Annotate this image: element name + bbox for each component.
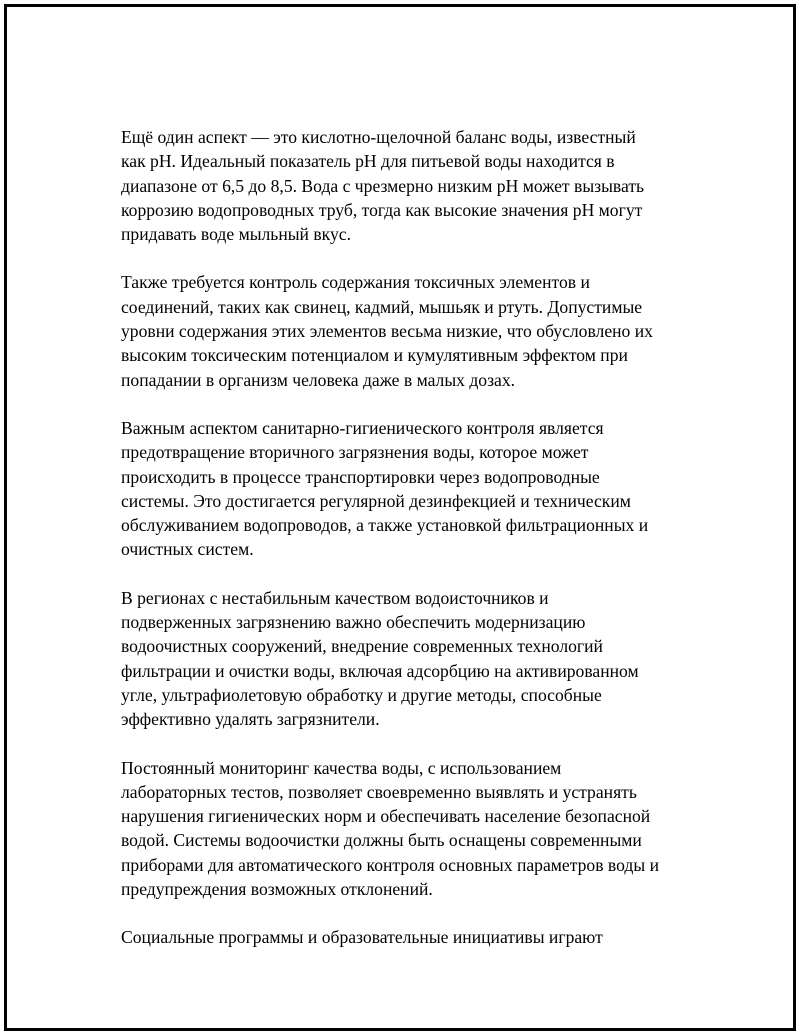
text-line: эффективно удалять загрязнители. xyxy=(121,709,380,730)
text-line: высоким токсическим потенциалом и кумулятивным эффектом при xyxy=(121,345,628,366)
text-line: В регионах с нестабильным качеством водоисточников и xyxy=(121,587,549,608)
text-line: системы. Это достигается регулярной дезинфекцией и техническим xyxy=(121,490,631,511)
document-page xyxy=(4,4,796,1031)
text-line: водой. Системы водоочистки должны быть оснащены современными xyxy=(121,830,642,851)
text-line: водоочистных сооружений, внедрение современных технологий xyxy=(121,636,603,657)
paragraph-monitoring xyxy=(121,756,711,902)
text-line: лабораторных тестов, позволяет своевременно выявлять и устранять xyxy=(121,781,637,802)
text-line: придавать воде мыльный вкус. xyxy=(121,224,351,245)
document-body xyxy=(121,125,711,974)
paragraph-toxic-elements xyxy=(121,270,711,391)
text-line: соединений, таких как свинец, кадмий, мышьяк и ртуть. Допустимые xyxy=(121,296,643,317)
paragraph-ph-balance xyxy=(121,125,711,246)
text-line: приборами для автоматического контроля основных параметров воды и xyxy=(121,854,659,875)
text-line: Также требуется контроль содержания токсичных элементов и xyxy=(121,272,590,293)
text-line: Постоянный мониторинг качества воды, с использованием xyxy=(121,757,562,778)
text-line: нарушения гигиенических норм и обеспечивать население безопасной xyxy=(121,806,651,827)
text-line: очистных систем. xyxy=(121,539,254,560)
text-line: коррозию водопроводных труб, тогда как высокие значения pH могут xyxy=(121,199,643,220)
text-line: обслуживанием водопроводов, а также установкой фильтрационных и xyxy=(121,515,649,536)
text-line: попадании в организм человека даже в малых дозах. xyxy=(121,369,516,390)
text-line: как pH. Идеальный показатель pH для питьевой воды находится в xyxy=(121,151,615,172)
text-line: уровни содержания этих элементов весьма низкие, что обусловлено их xyxy=(121,321,653,342)
text-line: происходить в процессе транспортировки через водопроводные xyxy=(121,466,600,487)
paragraph-social-programs xyxy=(121,925,711,949)
text-line: фильтрации и очистки воды, включая адсорбцию на активированном xyxy=(121,660,639,681)
text-line: угле, ультрафиолетовую обработку и другие методы, способные xyxy=(121,684,602,705)
text-line: Важным аспектом санитарно-гигиенического контроля является xyxy=(121,417,604,438)
text-line: подверженных загрязнению важно обеспечить модернизацию xyxy=(121,612,586,633)
paragraph-secondary-contamination xyxy=(121,416,711,562)
text-line: диапазоне от 6,5 до 8,5. Вода с чрезмерно низким pH может вызывать xyxy=(121,175,645,196)
text-line: Ещё один аспект — это кислотно-щелочной баланс воды, известный xyxy=(121,127,636,147)
text-line: предотвращение вторичного загрязнения воды, которое может xyxy=(121,442,589,463)
text-line: Социальные программы и образовательные инициативы играют xyxy=(121,927,603,948)
text-line: предупреждения возможных отклонений. xyxy=(121,879,433,900)
paragraph-modernization xyxy=(121,586,711,732)
